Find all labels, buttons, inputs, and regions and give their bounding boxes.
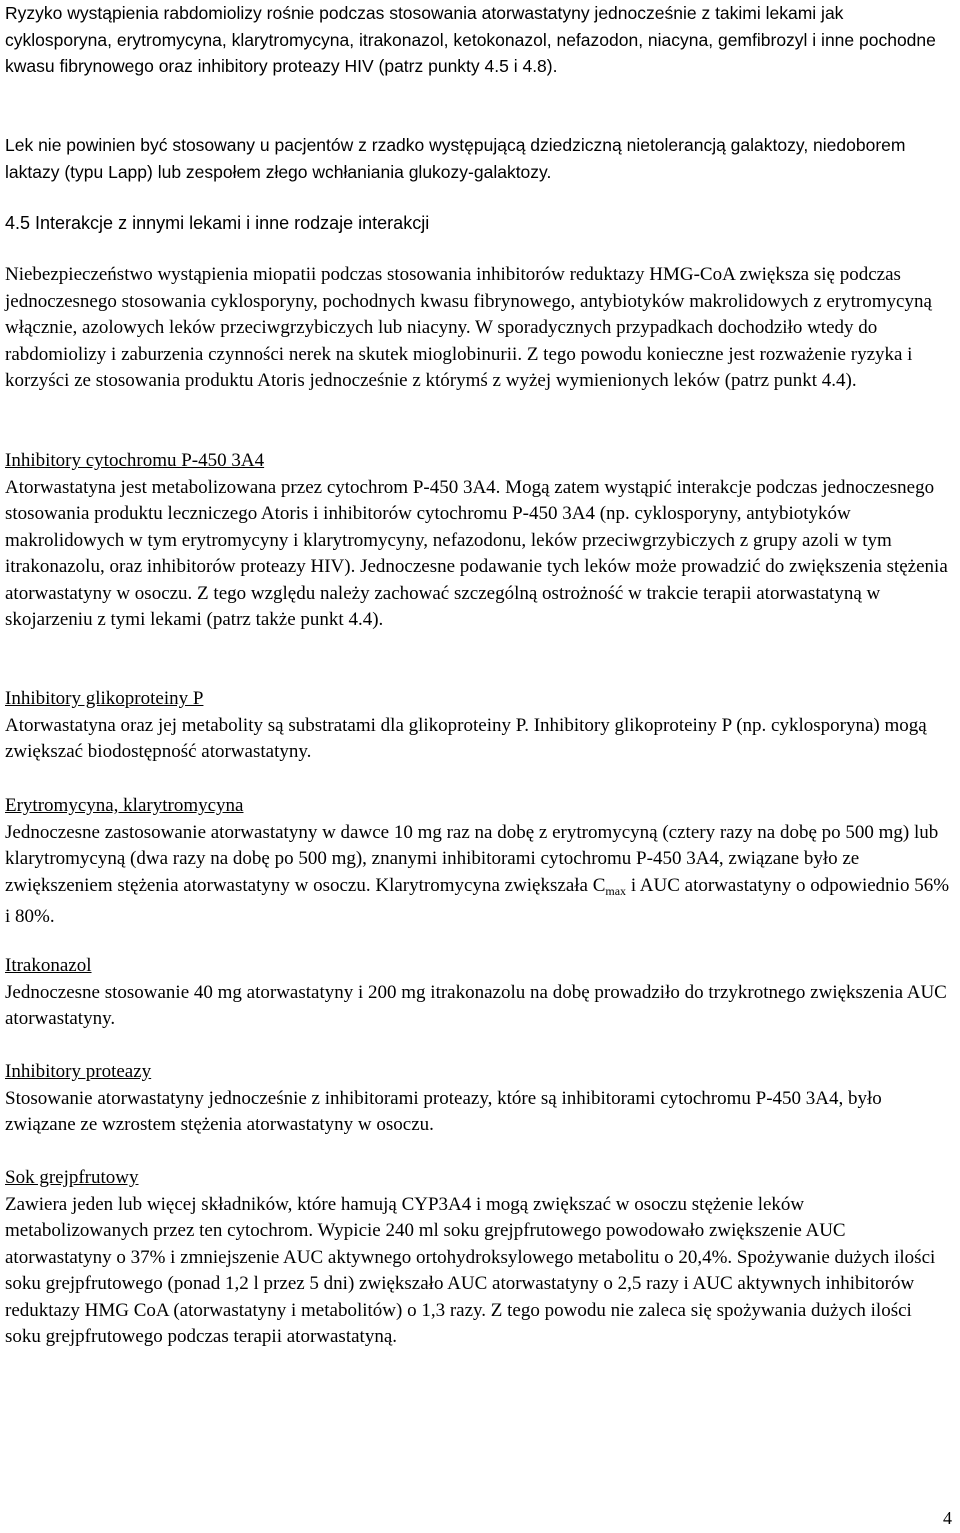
subsection-title: Itrakonazol [5,955,92,976]
subsection-title: Inhibitory proteazy [5,1061,152,1082]
subsection-text: Atorwastatyna jest metabolizowana przez cytochrom P-450 3A4. Mogą zatem wystąpić interakcje podczas jednoczesnego stosowania produktu leczniczego Atoris i inhibitorów cytochromu P-450 3A4 (np. cyklosporyny, antybiotyków makrolidowych w tym erytromycyny i klarytromycyny, nefazodonu, leków przeciwgrzybiczych z grupy azoli w tym itrakonazolu, oraz inhibitorów proteazy HIV). Jednoczesne podawanie tych leków może prowadzić do zwiększenia stężenia atorwastatyny w osoczu. Z tego względu należy zachować szczególną ostrożność w trakcie terapii atorwastatyną w skojarzeniu z tymi lekami (patrz także punkt 4.4). [5,476,948,630]
cmax-subscript: max [605,883,627,898]
page-number: 4 [943,1508,952,1528]
subsection-text: Stosowanie atorwastatyny jednocześnie z inhibitorami proteazy, które są inhibitorami cytochromu P-450 3A4, było związane ze wzrostem stężenia atorwastatyny w osoczu. [5,1087,882,1135]
subsection-title: Inhibitory cytochromu P-450 3A4 [5,450,265,471]
subsection-protease-inhibitors [5,1059,951,1139]
subsection-text: Jednoczesne stosowanie 40 mg atorwastatyny i 200 mg itrakonazolu na dobę prowadziło do trzykrotnego zwiększenia AUC atorwastatyny. [5,981,947,1029]
subsection-grapefruit-juice [5,1165,951,1351]
subsection-glycoprotein-p [5,686,951,766]
subsection-cyp3a4 [5,448,951,634]
subsection-title: Sok grejpfrutowy [5,1167,139,1188]
subsection-erythromycin [5,793,951,931]
text-before-subscript: Jednoczesne zastosowanie atorwastatyny w dawce 10 mg raz na dobę z erytromycyną (cztery razy na dobę po 500 mg) lub klarytromycyną (dwa razy na dobę po 500 mg), znanymi inhibitorami cytochromu P-450 3A4, związane było ze zwiększeniem stężenia atorwastatyny w osoczu. Klarytromycyna zwiększała C [5,821,939,896]
section-paragraph-myopathy: Niebezpieczeństwo wystąpienia miopatii podczas stosowania inhibitorów reduktazy HMG-CoA zwiększa się podczas jednoczesnego stosowania cyklosporyny, pochodnych kwasu fibrynowego, antybiotyków makrolidowych z erytromycyną włącznie, azolowych leków przeciwgrzybiczych lub niacyny. W sporadycznych przypadkach dochodziło wtedy do rabdomiolizy i zaburzenia czynności nerek na skutek mioglobinurii. Z tego powodu konieczne jest rozważenie ryzyka i korzyści ze stosowania produktu Atoris jednocześnie z którymś z wyżej wymienionych leków (patrz punkt 4.4). [5,264,932,391]
subsection-itraconazole [5,953,951,1033]
subsection-title: Erytromycyna, klarytromycyna [5,795,244,816]
intro-paragraph-rhabdomyolysis: Ryzyko wystąpienia rabdomiolizy rośnie podczas stosowania atorwastatyny jednocześnie z takimi lekami jak cyklosporyna, erytromycyna, klarytromycyna, itrakonazol, ketokonazol, nefazodon, niacyna, gemfibrozyl i inne pochodne kwasu fibrynowego oraz inhibitory proteazy HIV (patrz punkty 4.5 i 4.8). [5,3,936,76]
text-after-subscript: i AUC atorwastatyny o odpowiednio 56% i 80%. [5,874,950,927]
subsection-text [5,820,951,931]
intro-paragraph-galactose: Lek nie powinien być stosowany u pacjentów z rzadko występującą dziedziczną nietolerancją galaktozy, niedoborem laktazy (typu Lapp) lub zespołem złego wchłaniania glukozy-galaktozy. [5,135,906,182]
subsection-text: Atorwastatyna oraz jej metabolity są substratami dla glikoproteiny P. Inhibitory glikoproteiny P (np. cyklosporyna) mogą zwiększać biodostępność atorwastatyny. [5,714,927,762]
section-heading: 4.5 Interakcje z innymi lekami i inne rodzaje interakcji [5,213,430,233]
subsection-text: Zawiera jeden lub więcej składników, które hamują CYP3A4 i mogą zwiększać w osoczu stężenie leków metabolizowanych przez ten cytochrom. Wypicie 240 ml soku grejpfrutowego powodowało zwiększenie AUC atorwastatyny o 37% i zmniejszenie AUC aktywnego ortohydroksylowego metabolitu o 20,4%. Spożywanie dużych ilości soku grejpfrutowego (ponad 1,2 l przez 5 dni) zwiększało AUC atorwastatyny o 2,5 razy i AUC aktywnych inhibitorów reduktazy HMG CoA (atorwastatyny i metabolitów) o 1,3 razy. Z tego powodu nie zaleca się spożywania dużych ilości soku grejpfrutowego podczas terapii atorwastatyną. [5,1193,936,1347]
subsection-title: Inhibitory glikoproteiny P [5,688,204,709]
